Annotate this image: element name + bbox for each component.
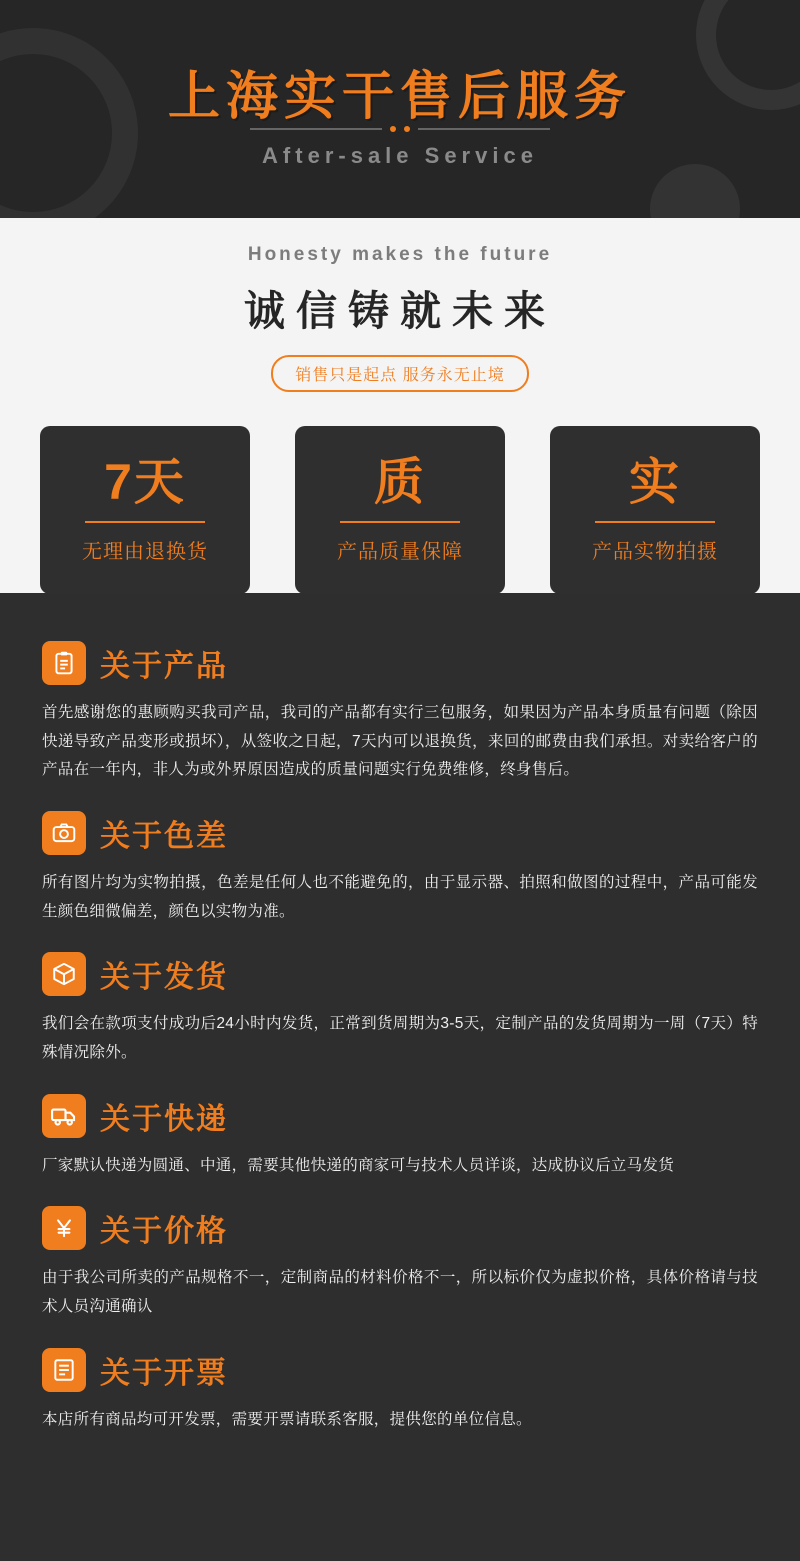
page-title: 上海实干售后服务 — [167, 68, 632, 126]
section-product — [42, 641, 758, 785]
section-title: 关于价格 — [100, 1215, 228, 1249]
camera-icon — [42, 811, 86, 855]
feature-cards — [0, 426, 800, 594]
feature-card-subtext: 产品实物拍摄 — [592, 540, 718, 563]
decorative-circle — [650, 164, 740, 218]
section-shipping — [42, 952, 758, 1067]
section-header — [42, 1206, 758, 1250]
feature-card — [295, 426, 505, 594]
intro-chinese: 诚信铸就未来 — [244, 288, 556, 334]
feature-card-subtext: 产品质量保障 — [337, 540, 463, 563]
section-body: 首先感谢您的惠顾购买我司产品，我司的产品都有实行三包服务，如果因为产品本身质量有问题（除因快递导致产品变形或损坏），从签收之日起，7天内可以退换货，来回的邮费由我们承担。对卖给客户的产品在一年内，非人为或外界原因造成的质量问题实行免费维修，终身售后。 — [42, 704, 758, 779]
feature-card-headline: 质 — [374, 453, 426, 510]
faq-sections — [0, 593, 800, 1500]
intro-band — [0, 218, 800, 593]
feature-card-rule — [85, 521, 205, 523]
box-icon — [42, 952, 86, 996]
section-header — [42, 641, 758, 685]
feature-card-subtext: 无理由退换货 — [82, 540, 208, 563]
intro-english: Honesty makes the future — [247, 244, 553, 265]
section-header — [42, 952, 758, 996]
intro-pill-wrap — [0, 355, 800, 392]
section-body: 本店所有商品均可开发票，需要开票请联系客服，提供您的单位信息。 — [42, 1410, 532, 1428]
section-color — [42, 811, 758, 926]
divider-dot-left — [390, 126, 396, 132]
feature-card-rule — [595, 521, 715, 523]
truck-icon — [42, 1094, 86, 1138]
section-body: 我们会在款项支付成功后24小时内发货，正常到货周期为3-5天，定制产品的发货周期为一周（7天）特殊情况除外。 — [42, 1015, 758, 1062]
section-title: 关于产品 — [100, 650, 228, 683]
section-courier — [42, 1094, 758, 1181]
section-header — [42, 811, 758, 855]
divider-line-right — [418, 128, 550, 130]
divider-dot-right — [404, 126, 410, 132]
title-divider — [0, 126, 800, 132]
section-body: 由于我公司所卖的产品规格不一，定制商品的材料价格不一，所以标价仅为虚拟价格，具体价格请与技术人员沟通确认 — [42, 1269, 758, 1316]
section-title: 关于快递 — [100, 1102, 228, 1136]
clipboard-icon — [42, 641, 86, 685]
feature-card-rule — [340, 521, 460, 523]
feature-card-headline: 实 — [629, 453, 681, 510]
section-body: 厂家默认快递为圆通、中通，需要其他快递的商家可与技术人员详谈，达成协议后立马发货 — [42, 1156, 675, 1174]
yen-icon — [42, 1206, 86, 1250]
section-price — [42, 1206, 758, 1321]
divider-line-left — [250, 128, 382, 130]
section-header — [42, 1094, 758, 1138]
intro-pill: 销售只是起点 服务永无止境 — [271, 355, 528, 392]
section-title: 关于发货 — [100, 961, 228, 995]
section-title: 关于开票 — [100, 1356, 228, 1390]
invoice-icon — [42, 1348, 86, 1392]
page-header — [0, 0, 800, 218]
section-header — [42, 1348, 758, 1392]
section-body: 所有图片均为实物拍摄，色差是任何人也不能避免的，由于显示器、拍照和做图的过程中，产品可能发生颜色细微偏差，颜色以实物为准。 — [42, 874, 758, 920]
feature-card-headline: 7天 — [104, 453, 186, 510]
feature-card — [40, 426, 250, 594]
section-title: 关于色差 — [100, 820, 228, 854]
page-subtitle: After-sale Service — [262, 143, 538, 168]
section-invoice — [42, 1348, 758, 1435]
feature-card — [550, 426, 760, 594]
